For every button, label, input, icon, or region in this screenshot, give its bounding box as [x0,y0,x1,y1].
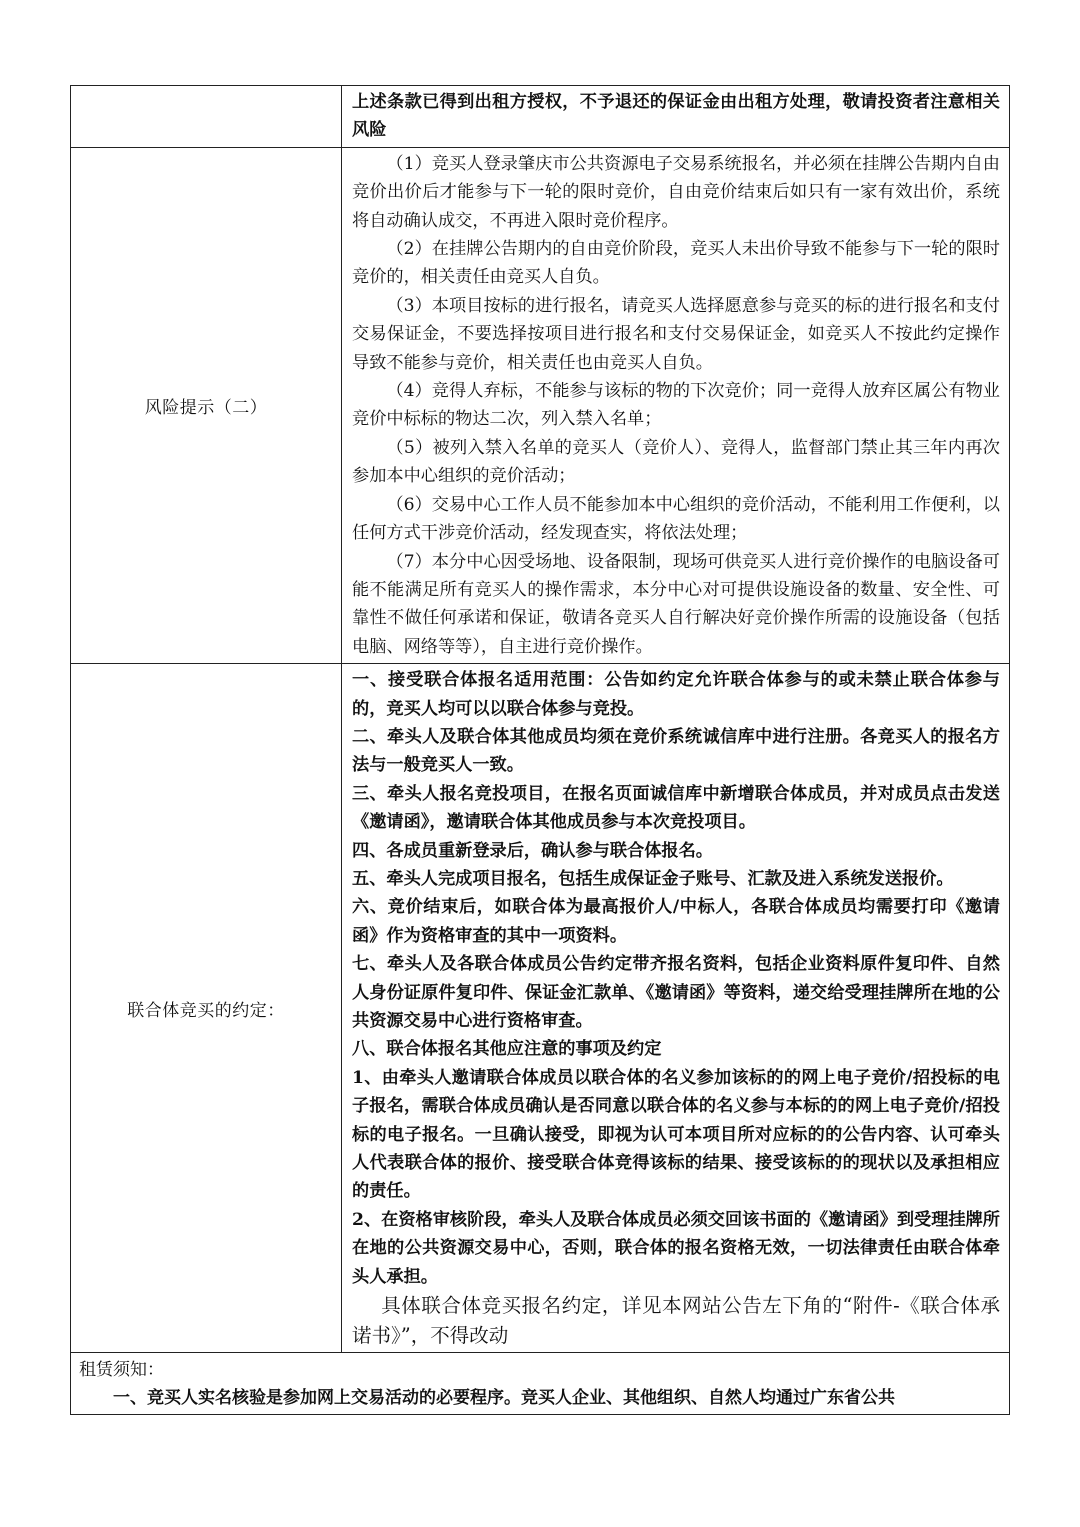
consortium-item: 二、牵头人及联合体其他成员均须在竞价系统诚信库中进行注册。各竞买人的报名方法与一般竞买人一致。 [352,726,1000,776]
risk-item: （7）本分中心因受场地、设备限制，现场可供竞买人进行竞价操作的电脑设备可能不能满足所有竞买人的操作需求，本分中心对可提供设施设备的数量、安全性、可靠性不做任何承诺和保证，敬请各竞买人自行解决好竞价操作所需的设施设备（包括电脑、网络等等），自主进行竞价操作。 [352,551,1000,657]
consortium-label: 联合体竞买的约定： [71,664,342,1353]
risk-item: （3）本项目按标的进行报名，请竞买人选择愿意参与竞买的标的进行报名和支付交易保证金，不要选择按项目进行报名和支付交易保证金，如竞买人不按此约定操作导致不能参与竞价，相关责任也由竞买人自负。 [352,295,1000,373]
row-rental [71,1353,1010,1415]
consortium-item: 四、各成员重新登录后，确认参与联合体报名。 [352,840,713,861]
row-intro [71,86,1010,148]
consortium-item: 三、牵头人报名竞投项目，在报名页面诚信库中新增联合体成员，并对成员点击发送《邀请函》，邀请联合体其他成员参与本次竞投项目。 [352,783,1000,833]
consortium-item: 1、由牵头人邀请联合体成员以联合体的名义参加该标的的网上电子竞价/招投标的电子报名，需联合体成员确认是否同意以联合体的名义参与本标的的网上电子竞价/招投标的电子报名。一旦确认接受，即视为认可本项目所对应标的的公告内容、认可牵头人代表联合体的报价、接受联合体竞得该标的结果、接受该标的的现状以及承担相应的责任。 [352,1067,1000,1202]
rental-title: 租赁须知： [79,1360,164,1381]
consortium-content [342,664,1010,1353]
row-intro-text: 上述条款已得到出租方授权，不予退还的保证金由出租方处理，敬请投资者注意相关风险 [342,86,1010,148]
announcement-table [70,85,1010,1415]
consortium-item: 七、牵头人及各联合体成员公告约定带齐报名资料，包括企业资料原件复印件、自然人身份证原件复印件、保证金汇款单、《邀请函》等资料，递交给受理挂牌所在地的公共资源交易中心进行资格审查。 [352,954,1000,1031]
risk-item: （1）竞买人登录肇庆市公共资源电子交易系统报名，并必须在挂牌公告期内自由竞价出价后才能参与下一轮的限时竞价，自由竞价结束后如只有一家有效出价，系统将自动确认成交，不再进入限时竞价程序。 [352,153,1000,231]
risk-item: （4）竞得人弃标，不能参与该标的物的下次竞价；同一竞得人放弃区属公有物业竞价中标标的物达二次，列入禁入名单； [352,381,1000,430]
consortium-item: 八、联合体报名其他应注意的事项及约定 [352,1039,662,1060]
consortium-item: 一、接受联合体报名适用范围：公告如约定允许联合体参与的或未禁止联合体参与的，竞买人均可以以联合体参与竞投。 [352,670,1000,719]
rental-first-line: 一、竞买人实名核验是参加网上交易活动的必要程序。竞买人企业、其他组织、自然人均通过广东省公共 [113,1388,895,1409]
rental-notice [71,1353,1010,1415]
risk-content [342,147,1010,663]
row-intro-label [71,86,342,148]
risk-item: （6）交易中心工作人员不能参加本中心组织的竞价活动，不能利用工作便利，以任何方式干涉竞价活动，经发现查实，将依法处理； [352,494,1000,544]
risk-item: （5）被列入禁入名单的竞买人（竞价人）、竞得人，监督部门禁止其三年内再次参加本中心组织的竞价活动； [352,437,1000,487]
consortium-final-note: 具体联合体竞买报名约定，详见本网站公告左下角的“附件-《联合体承诺书》”，不得改动 [352,1294,1000,1347]
consortium-item: 五、牵头人完成项目报名，包括生成保证金子账号、汇款及进入系统发送报价。 [352,868,954,889]
risk-label: 风险提示（二） [71,147,342,663]
consortium-item: 2、在资格审核阶段，牵头人及联合体成员必须交回该书面的《邀请函》到受理挂牌所在地的公共资源交易中心，否则，联合体的报名资格无效，一切法律责任由联合体牵头人承担。 [352,1209,1000,1287]
risk-item: （2）在挂牌公告期内的自由竞价阶段，竞买人未出价导致不能参与下一轮的限时竞价的，相关责任由竞买人自负。 [352,239,1000,288]
document-page [70,85,1010,1415]
row-consortium [71,664,1010,1353]
row-risk [71,147,1010,663]
consortium-item: 六、竞价结束后，如联合体为最高报价人/中标人，各联合体成员均需要打印《邀请函》作为资格审查的其中一项资料。 [352,897,1000,946]
